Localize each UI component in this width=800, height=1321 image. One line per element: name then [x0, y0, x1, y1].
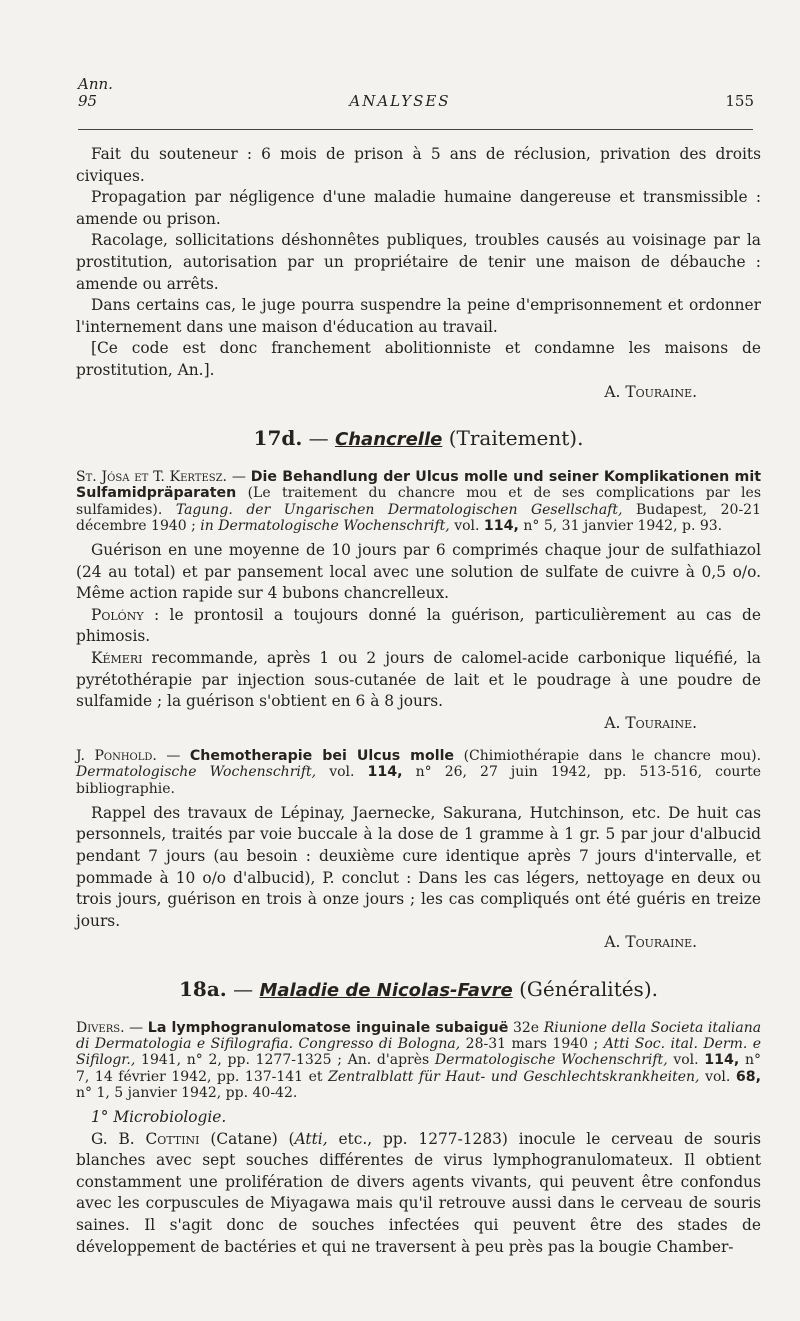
paragraph: Rappel des travaux de Lépinay, Jaernecke, Sakurana, Hutchinson, etc. De huit cas personnels, traités par voie buccale à la dose de 1 gramme à 1 gr. 5 par jour d'albucid pendant 7 jours (au besoin : deuxième cure identique après 7 jours d'intervalle, et pommade à 10 o/o d'albucid), P. conclut : Dans les cas légers, nettoyage en deux ou trois jours, guérison en trois à onze jours ; les cas compliqués ont été guéris en treize jours.	[76, 803, 761, 930]
ref-authors: Divers.	[76, 1020, 125, 1037]
ref-title: Chemotherapie bei Ulcus molle	[189, 748, 455, 765]
ref-title: La lymphogranulomatose inguinale subaiguë	[147, 1020, 509, 1037]
paragraph: Kémeri recommande, après 1 ou 2 jours de calomel-acide carbonique liquéfié, la pyrétothérapie par injection sous-cutanée de lait et le poudrage à une poudre de sulfamide ; la guérison s'obtient en 6 à 8 jours.	[76, 648, 761, 711]
paragraph: Guérison en une moyenne de 10 jours par 6 comprimés chaque jour de sulfathiazol (24 au total) et par pansement local avec une solution de sulfate de cuivre à 0,5 o/o. Même action rapide sur 4 bubons chancrelleux.	[76, 540, 761, 603]
page-body	[76, 144, 761, 1258]
paragraph: Fait du souteneur : 6 mois de prison à 5 ans de réclusion, privation des droits civiques.	[76, 145, 761, 185]
page-number: 155	[725, 92, 754, 110]
ref-title: Die Behandlung der Ulcus molle und seiner Komplikationen mit Sulfamidpräparaten	[76, 469, 761, 502]
paragraph: Racolage, sollicitations déshonnêtes publiques, troubles causés au voisinage par la prostitution, autorisation par un propriétaire de tenir une maison de débauche : amende ou arrêts.	[76, 231, 761, 293]
section-title: Maladie de Nicolas-Favre	[259, 980, 513, 1002]
article-reference: St. Jósa et T. Kertesz. — Die Behandlung der Ulcus molle und seiner Komplikationen mit Sulfamidpräparaten (Le traitement du chancre mou et de ses complications par les sulfamides). Tagung. der Ungarischen Dermatologischen Gesellschaft, Budapest, 20-21 décembre 1940 ; in Dermatologische Wochenschrift, vol. 114, n° 5, 31 janvier 1942, p. 93.	[76, 469, 761, 534]
section-heading-17d: 17d. — Chancrelle (Traitement).	[253, 426, 584, 451]
ref-authors: St. Jósa et T. Kertesz.	[76, 469, 227, 486]
header-ann: Ann.	[78, 75, 113, 93]
section-title: Chancrelle	[335, 429, 443, 451]
signature: A. Touraine.	[604, 713, 697, 732]
paragraph: Propagation par négligence d'une maladie humaine dangereuse et transmissible : amende ou prison.	[76, 188, 761, 228]
running-title: ANALYSES	[349, 92, 451, 110]
paragraph: [Ce code est donc franchement abolitionniste et condamne les maisons de prostitution, An.].	[76, 339, 761, 379]
signature: A. Touraine.	[604, 933, 697, 952]
paragraph: Dans certains cas, le juge pourra suspendre la peine d'emprisonnement et ordonner l'internement dans une maison d'éducation au travail.	[76, 296, 761, 336]
section-heading-18a: 18a. — Maladie de Nicolas-Favre (Généralités).	[179, 977, 658, 1002]
article-reference: J. Ponhold. — Chemotherapie bei Ulcus molle (Chimiothérapie dans le chancre mou). Dermatologische Wochenschrift, vol. 114, n° 26, 27 juin 1942, pp. 513-516, courte bibliographie.	[76, 748, 762, 797]
header-year: 95	[78, 92, 98, 110]
paragraph: G. B. Cottini (Catane) (Atti, etc., pp. 1277-1283) inocule le cerveau de souris blanches avec sept souches différentes de virus lymphogranulomateux. Il obtient constamment une prolifération de divers agents vivants, qui peuvent être confondus avec les corpuscules de Miyagawa mais qu'il retrouve aussi dans le cerveau de souris saines. Il s'agit donc de souches infectées qui peuvent être des stades de développement de bactéries et qui ne traversent à peu près pas la bougie Chamber-	[76, 1129, 761, 1256]
article-reference: Divers. — La lymphogranulomatose inguinale subaiguë 32e Riunione della Societa italiana di Dermatologia e Sifilografia. Congresso di Bologna, 28-31 mars 1940 ; Atti Soc. ital. Derm. e Sifilogr., 1941, n° 2, pp. 1277-1325 ; An. d'après Dermatologische Wochenschrift, vol. 114, n° 7, 14 février 1942, pp. 137-141 et Zentralblatt für Haut- und Geschlechtskrankheiten, vol. 68, n° 1, 5 janvier 1942, pp. 40-42.	[76, 1020, 762, 1101]
paragraph: Polóny : le prontosil a toujours donné la guérison, particulièrement au cas de phimosis.	[76, 605, 761, 646]
subheading: 1° Microbiologie.	[91, 1108, 227, 1127]
header-rule	[78, 129, 753, 130]
ref-authors: J. Ponhold.	[76, 748, 157, 765]
signature: A. Touraine.	[604, 382, 697, 401]
